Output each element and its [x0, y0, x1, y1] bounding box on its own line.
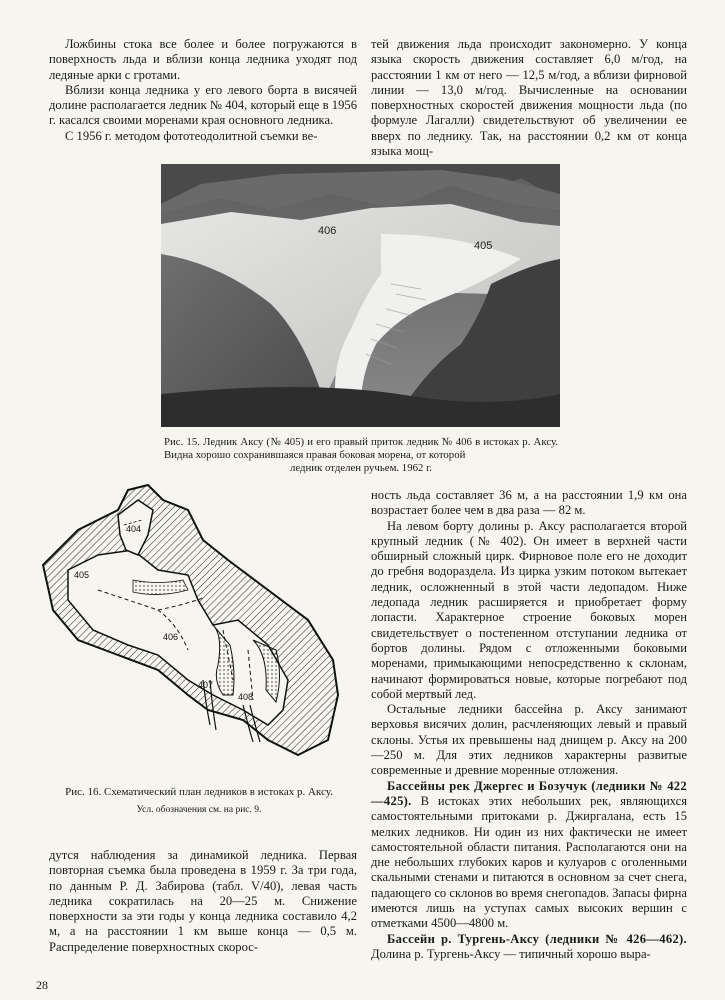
caption-text: Рис. 15. Ледник Аксу (№ 405) и его правый приток ледник № 406 в истоках р. Аксу. Видна хорошо сохранившаяся правая боковая морена, от которой [164, 436, 558, 461]
map-label-408: 408 [238, 692, 254, 702]
map-label-405: 405 [74, 570, 90, 580]
caption-note: Усл. обозначения см. на рис. 9. [136, 805, 262, 815]
glacier-photo [161, 164, 560, 427]
section-heading: Бассейн р. Тургень-Аксу (ледники № 426—462). [387, 931, 687, 946]
section-text: Долина р. Тургень-Аксу — типичный хорошо выра- [371, 946, 651, 961]
caption-title: Рис. 16. Схематический план ледников в истоках р. Аксу. [65, 786, 333, 798]
paragraph [371, 779, 687, 932]
photo-label-406: 406 [318, 225, 337, 237]
section-text: В истоках этих небольших рек, являющихся самостоятельными притоками р. Джиргалана, есть 15 мелких ледников. Ни один из них фактически не имеет самостоятельной области питания. Располагаются они на дне небольших глубоких каров и кулуаров с оголенными скальными стенами и питаются в основном за счет снега, падающего со склонов во время снегопадов. Запасы фирна имеются лишь на уступах самых высоких вершин с отметками 4500—4800 м. [371, 793, 687, 931]
paragraph: Вблизи конца ледника у его левого борта в висячей долине располагается ледник № 404, который еще в 1956 г. касался своими моренами края основного ледника. [49, 82, 357, 128]
figure-16-caption [49, 786, 349, 817]
paragraph: Ложбины стока все более и более погружаются в поверхность льда и вблизи конца ледника уходят под ледяные арки с гротами. [49, 37, 357, 82]
section-heading: Бассейны рек Джергес и Бозучук (ледники № 422—425). [371, 778, 687, 808]
figure-15-caption [164, 436, 558, 475]
paragraph: дутся наблюдения за динамикой ледника. Первая повторная съемка была проведена в 1959 г. За три года, по данным Р. Д. Забирова (табл. V/40), левая часть ледника сократилась на 20—25 м. Снижение поверхности за эти годы у конца ледника составило 4,2 м, а на расстоянии 1 км выше конца — 0,5 м. Распределение поверхностных скорос- [49, 848, 357, 954]
paragraph [371, 932, 687, 963]
bottom-left-column [49, 848, 357, 955]
paragraph: ность льда составляет 36 м, а на расстоянии 1,9 км она возрастает более чем в два раза — 82 м. [371, 488, 687, 518]
map-label-407: 407 [198, 680, 214, 690]
paragraph: Остальные ледники бассейна р. Аксу занимают верховья висячих долин, расчленяющих левый и правый склоны. Устья их превышены над днищем р. Аксу на 200—250 м. Для этих ледников характерны развитые современные и древние моренные отложения. [371, 702, 687, 778]
mid-right-column [371, 488, 687, 962]
page-number: 28 [36, 978, 48, 992]
paragraph: На левом борту долины р. Аксу располагается второй крупный ледник (№ 402). Он имеет в верхней части обширный сложный цирк. Фирновое поле его не доходит до гребня водораздела. Из цирка узким потоком вытекает ледник, осложненный в этой части ледопадом. Ниже ледопада ледник расширяется и приобретает форму лопасти. Характерное строение боковых морен свидетельствует о постепенном отступании ледника от бортов долины. Рядом с отложенными боковыми моренами, примыкающими непосредственно к склонам, начинают формироваться новые, которые погребают под собой мертвый лед. [371, 518, 687, 701]
map-label-406: 406 [163, 632, 179, 642]
paragraph: С 1956 г. методом фототеодолитной съемки ве- [65, 128, 318, 143]
glacier-schematic-map [38, 480, 356, 772]
caption-text-last: ледник отделен ручьем. 1962 г. [289, 462, 433, 474]
top-left-column [49, 37, 357, 144]
photo-label-405: 405 [474, 240, 493, 252]
paragraph: тей движения льда происходит закономерно. У конца языка скорость движения составляет 6,0 м/год, на расстоянии 1 км от него — 12,5 м/год, а вблизи фирновой линии — 13,0 м/год. Вычисленные на основании поверхностных скоростей движения мощности льда (по формуле Лагалли) свидетельствуют об увеличении ее вверх по леднику. Так, на расстоянии 0,2 км от конца языка мощ- [371, 37, 687, 159]
map-label-404: 404 [126, 524, 142, 534]
top-right-column [371, 37, 687, 159]
